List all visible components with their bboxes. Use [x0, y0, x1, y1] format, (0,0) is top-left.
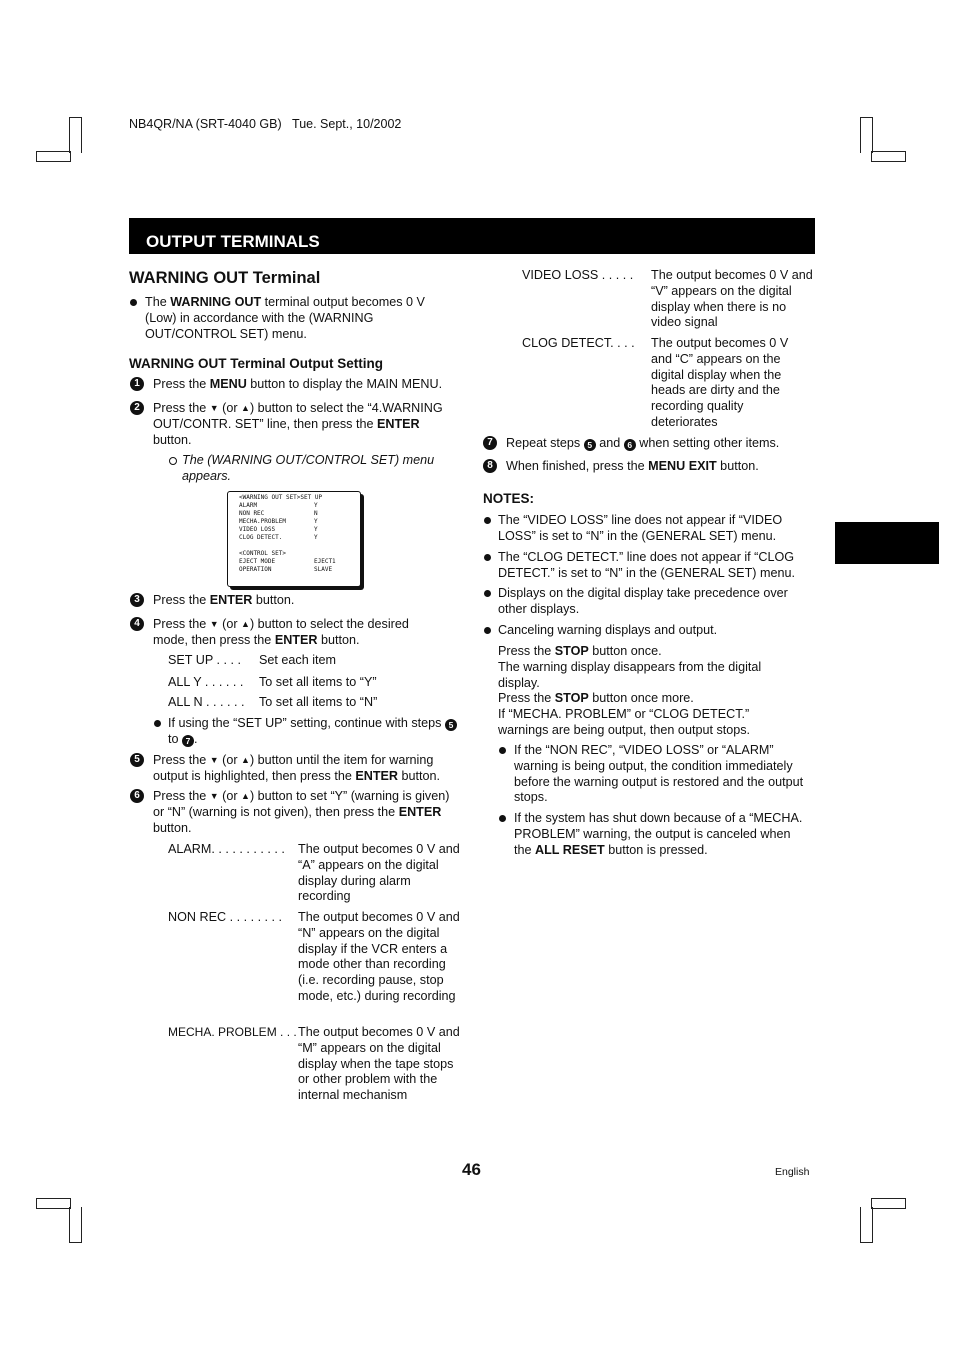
- step-3-text: Press the ENTER button.: [153, 593, 295, 607]
- step-4-text: Press the ▼ (or ▲) button to select the desired mode, then press the ENTER button.: [153, 617, 409, 647]
- step-6-text: Press the ▼ (or ▲) button to set “Y” (warning is given) or “N” (warning is not given), then press the ENTER button.: [153, 789, 450, 835]
- section-bar: [129, 218, 815, 254]
- step-1-text: Press the MENU button to display the MAIN MENU.: [153, 377, 443, 391]
- menu-item-label: EJECT MODE: [239, 558, 276, 565]
- step-number-8: 8: [483, 459, 497, 473]
- mode-row: [168, 653, 458, 669]
- note-1: The “VIDEO LOSS” line does not appear if “VIDEO LOSS” is set to “N” in the (GENERAL SET) menu.: [498, 513, 783, 543]
- note-4-sub-1: If the “NON REC”, “VIDEO LOSS” or “ALARM” warning is being output, the condition immediately before the warning output is restored and the output stops.: [514, 743, 804, 805]
- bold-text: STOP: [554, 644, 589, 658]
- step-ref-icon: 5: [584, 439, 596, 451]
- item-label: NON REC . . . . . . . .: [168, 910, 283, 924]
- mode-text: To set all items to “N”: [259, 695, 378, 709]
- step-number-3: 3: [130, 593, 144, 607]
- up-arrow-icon: ▲: [241, 791, 250, 801]
- bold-text: ENTER: [209, 593, 253, 607]
- step-4-note: If using the “SET UP” setting, continue with steps 5 to 7 .: [168, 716, 458, 748]
- bold-text: ALL RESET: [535, 842, 605, 857]
- intro-text: The WARNING OUT terminal output becomes 0 V (Low) in accordance with the (WARNING OUT/CONTROL SET) menu.: [145, 295, 425, 341]
- menu-item-label: CLOG DETECT.: [239, 534, 283, 541]
- step-number-1: 1: [130, 377, 144, 391]
- bullet: [154, 720, 161, 727]
- hollow-bullet: [169, 457, 177, 465]
- menu-item-label: NON REC: [239, 510, 265, 517]
- crop-mark-bottom-left-h: [36, 1198, 71, 1209]
- menu-item-label: VIDEO LOSS: [239, 526, 276, 533]
- menu-item-label: OPERATION: [239, 566, 272, 573]
- crop-mark-top-right-h: [871, 151, 906, 162]
- mode-text: To set all items to “Y”: [259, 675, 377, 689]
- doc-id: [129, 117, 401, 131]
- bold-text: WARNING OUT: [170, 295, 262, 309]
- item-text: The output becomes 0 V and “C” appears on the digital display when the heads are dirty and the recording quality deteriorates: [651, 336, 789, 429]
- step-5-text: Press the ▼ (or ▲) button until the item for warning output is highlighted, then press the ENTER button.: [153, 753, 441, 783]
- step-number-6: 6: [130, 789, 144, 803]
- bold-text: MENU: [209, 377, 247, 391]
- item-text: The output becomes 0 V and “V” appears on the digital display when there is no video signal: [651, 268, 813, 330]
- menu-item-value: Y: [314, 502, 318, 509]
- menu-item-value: N: [314, 510, 318, 517]
- menu-item-value: EJECT1: [314, 558, 336, 565]
- bold-text: ENTER: [355, 768, 399, 783]
- step-number-7: 7: [483, 436, 497, 450]
- step-ref-icon: 5: [445, 719, 457, 731]
- subheading: WARNING OUT Terminal Output Setting: [129, 356, 383, 371]
- crop-mark-top-right: [860, 117, 873, 153]
- mode-label: ALL Y . . . . . .: [168, 675, 244, 689]
- bold-text: ENTER: [398, 804, 442, 819]
- note-3: Displays on the digital display take precedence over other displays.: [498, 586, 788, 616]
- step-ref-icon: 6: [624, 439, 636, 451]
- menu-title: <WARNING OUT SET>SET UP: [239, 494, 323, 501]
- menu-item-value: Y: [314, 526, 318, 533]
- menu-item-label: MECHA.PROBLEM: [239, 518, 286, 525]
- bullet: [484, 517, 491, 524]
- section-title: WARNING OUT Terminal: [129, 269, 321, 287]
- item-label: CLOG DETECT. . . .: [522, 336, 635, 350]
- down-arrow-icon: ▼: [209, 755, 219, 765]
- language-label: English: [775, 1166, 810, 1178]
- step-ref-icon: 7: [182, 735, 194, 747]
- crop-mark-top-left: [69, 117, 82, 153]
- bullet: [484, 590, 491, 597]
- mode-label: ALL N . . . . . .: [168, 695, 245, 709]
- menu-item-value: Y: [314, 534, 318, 541]
- step-number-4: 4: [130, 617, 144, 631]
- note-4-line: The warning display disappears from the digital display.: [498, 660, 762, 690]
- note-2: The “CLOG DETECT.” line does not appear if “CLOG DETECT.” is set to “N” in the (GENERAL SET) menu.: [498, 550, 795, 580]
- doc-date: Tue. Sept., 10/2002: [292, 117, 402, 131]
- notes-heading: NOTES:: [483, 491, 535, 506]
- crop-mark-bottom-left: [69, 1207, 82, 1243]
- crop-mark-top-left-h: [36, 151, 71, 162]
- item-label: ALARM. . . . . . . . . . .: [168, 842, 285, 856]
- item-text: The output becomes 0 V and “A” appears on the digital display during alarm recording: [298, 842, 460, 904]
- page-number: 46: [462, 1160, 481, 1179]
- down-arrow-icon: ▼: [209, 403, 219, 413]
- note-4-line: If “MECHA. PROBLEM” or “CLOG DETECT.” warnings are being output, then output stops.: [498, 707, 751, 737]
- mode-row: [168, 675, 458, 691]
- up-arrow-icon: ▲: [241, 755, 250, 765]
- down-arrow-icon: ▼: [209, 791, 219, 801]
- crop-mark-bottom-right-h: [871, 1198, 906, 1209]
- menu-item-value: Y: [314, 518, 318, 525]
- menu-item-label: ALARM: [239, 502, 258, 509]
- menu-item-value: SLAVE: [314, 566, 333, 573]
- bullet: [130, 299, 137, 306]
- bullet: [484, 627, 491, 634]
- section-bar-title: OUTPUT TERMINALS: [146, 232, 320, 251]
- bullet: [499, 815, 506, 822]
- item-label: MECHA. PROBLEM . . .: [168, 1025, 297, 1039]
- bold-text: ENTER: [376, 416, 420, 431]
- menu-control-title: <CONTROL SET>: [239, 550, 286, 557]
- up-arrow-icon: ▲: [241, 403, 250, 413]
- step-7-text: Repeat steps 5 and 6 when setting other items.: [506, 436, 780, 450]
- step-number-5: 5: [130, 753, 144, 767]
- note-4-line: Press the STOP button once more.: [498, 691, 694, 705]
- bullet: [484, 554, 491, 561]
- item-text: The output becomes 0 V and “M” appears on the digital display when the tape stops or other problem with the internal mechanism: [298, 1025, 460, 1103]
- note-4-sub-2: If the system has shut down because of a “MECHA. PROBLEM” warning, the output is canceled when the ALL RESET button is pressed.: [514, 811, 803, 857]
- page-tab: [835, 522, 939, 564]
- bold-text: STOP: [554, 691, 589, 705]
- doc-code: NB4QR/NA (SRT-4040 GB): [129, 117, 282, 131]
- step-2-note: The (WARNING OUT/CONTROL SET) menu appears.: [182, 453, 435, 483]
- note-4: Canceling warning displays and output.: [498, 623, 718, 637]
- mode-row: [168, 695, 458, 711]
- item-text: The output becomes 0 V and “N” appears on the digital display if the VCR enters a mode other than recording (i.e. recording pause, stop mode, etc.) during recording: [298, 910, 460, 1003]
- mode-label: SET UP . . . .: [168, 653, 242, 667]
- item-label: VIDEO LOSS . . . . .: [522, 268, 634, 282]
- down-arrow-icon: ▼: [209, 619, 219, 629]
- up-arrow-icon: ▲: [241, 619, 250, 629]
- bold-text: MENU EXIT: [648, 459, 717, 473]
- step-number-2: 2: [130, 401, 144, 415]
- menu-screen: [227, 491, 361, 587]
- note-4-line: Press the STOP button once.: [498, 644, 662, 658]
- step-8-text: When finished, press the MENU EXIT button.: [506, 459, 759, 473]
- step-2-text: Press the ▼ (or ▲) button to select the “4.WARNING OUT/CONTR. SET” line, then press the ENTER button.: [153, 401, 443, 447]
- bold-text: ENTER: [274, 632, 318, 647]
- crop-mark-bottom-right: [860, 1207, 873, 1243]
- bullet: [499, 747, 506, 754]
- mode-text: Set each item: [259, 653, 337, 667]
